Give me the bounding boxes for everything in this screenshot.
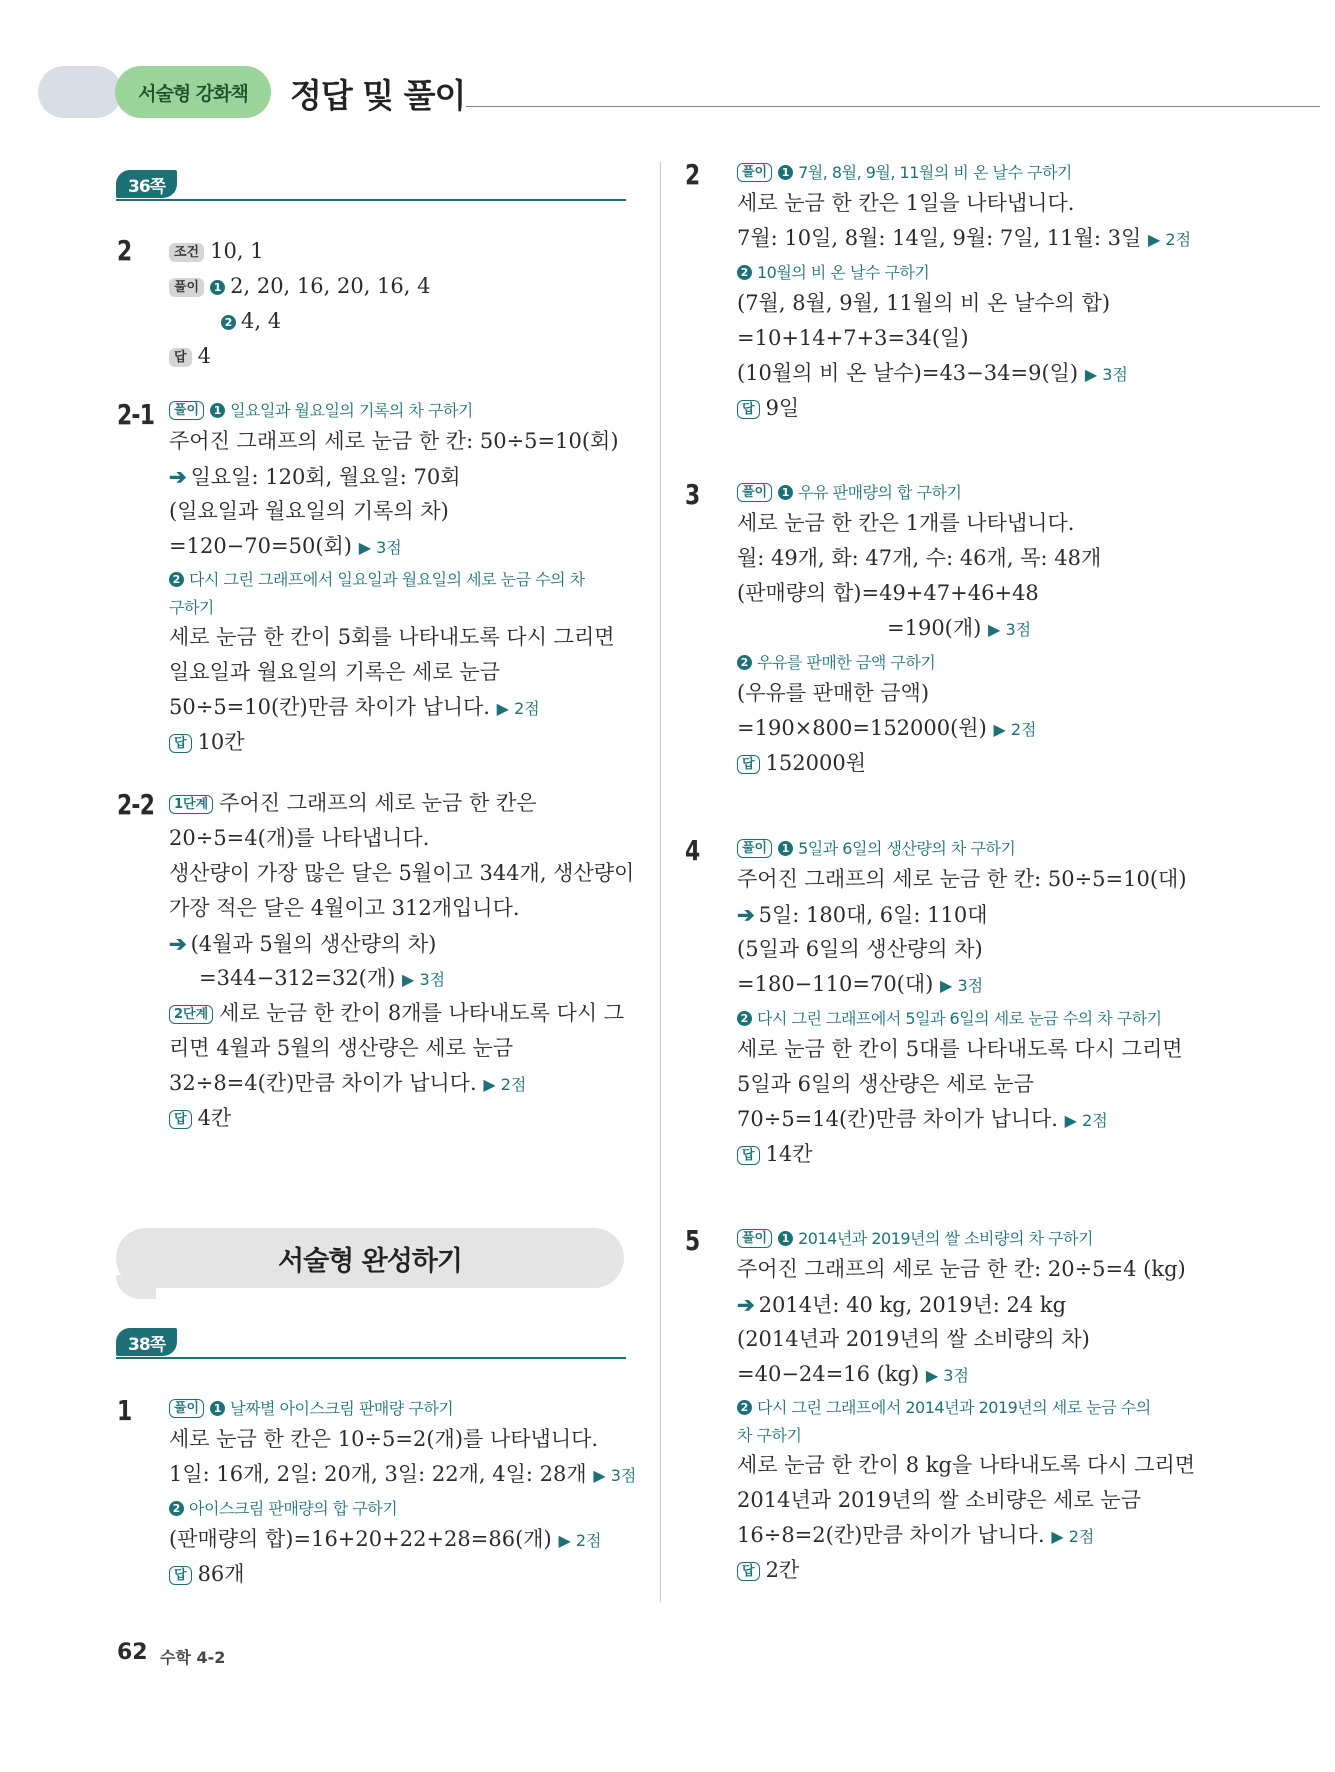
step-1-icon: 1 (778, 1231, 793, 1246)
points: 2점 (514, 699, 540, 718)
points: 3점 (957, 976, 984, 995)
answer-text: 4 (197, 344, 211, 368)
question-number: 2 (117, 234, 132, 267)
line: 1일: 16개, 2일: 20개, 3일: 22개, 4일: 28개 (169, 1462, 587, 1486)
step-2-icon: 2 (169, 1501, 184, 1516)
right-question-3-body: 풀이 1 우유 판매량의 합 구하기 세로 눈금 한 칸은 1개를 나타냅니다. 월: 49개, 화: 47개, 수: 46개, 목: 48개 (판매량의 합)=49+47+46+48 =190(개) ▶ 3점 2 우유를 판매한 금액 구하기 (우유를 판매한 금액) =190×800=152000(원) ▶ 2점 답 152000원 (737, 483, 1102, 775)
line: =190×800=152000(원) (737, 716, 987, 740)
step-1-icon: 1 (778, 485, 793, 500)
answer-text: 152000원 (765, 751, 867, 775)
line: 주어진 그래프의 세로 눈금 한 칸: 50÷5=10(대) (737, 867, 1187, 891)
answer-badge: 답 (737, 755, 760, 774)
question-number: 2-2 (117, 788, 155, 821)
step-2-icon: 2 (737, 1400, 752, 1415)
line: 세로 눈금 한 칸은 1개를 나타냅니다. (737, 511, 1075, 535)
step-heading: 5일과 6일의 생산량의 차 구하기 (798, 839, 1016, 858)
step-heading: 구하기 (169, 598, 214, 617)
line: 주어진 그래프의 세로 눈금 한 칸: 20÷5=4 (kg) (737, 1257, 1186, 1281)
question-number: 1 (117, 1394, 132, 1427)
solution-badge: 풀이 (169, 278, 204, 297)
line: =190(개) (887, 616, 982, 640)
line: (4월과 5월의 생산량의 차) (190, 932, 437, 956)
line: 7월: 10일, 8월: 14일, 9월: 7일, 11월: 3일 (737, 226, 1142, 250)
solution-badge: 풀이 (737, 839, 772, 858)
line: 32÷8=4(칸)만큼 차이가 납니다. (169, 1071, 477, 1095)
answer-text: 14칸 (765, 1142, 813, 1166)
arrow-icon: ➔ (169, 464, 187, 489)
points: 3점 (1005, 620, 1032, 639)
right-question-4-body: 풀이 1 5일과 6일의 생산량의 차 구하기 주어진 그래프의 세로 눈금 한 칸: 50÷5=10(대) ➔ 5일: 180대, 6일: 110대 (5일과 6일의 생산량의 차) =180−110=70(대) ▶ 3점 2 다시 그린 그래프에서 5일과 6일의 세로 눈금 수의 차 구하기 세로 눈금 한 칸이 5대를 나타내도록 다시 그리면 5일과 6일의 생산량은 세로 눈금 70÷5=14(칸)만큼 차이가 납니다. ▶ 2점 답 14칸 (737, 839, 1187, 1166)
line: 20÷5=4(개)를 나타냅니다. (169, 826, 430, 850)
arrow-icon: ➔ (169, 931, 187, 956)
question-2-1-body: 풀이 1 일요일과 월요일의 기록의 차 구하기 주어진 그래프의 세로 눈금 한 칸: 50÷5=10(회) ➔ 일요일: 120회, 월요일: 70회 (일요일과 월요일의 기록의 차) =120−70=50(회) ▶ 3점 2 다시 그린 그래프에서 일요일과 월요일의 세로 눈금 수의 차 구하기 세로 눈금 한 칸이 5회를 나타내도록 다시 그리면 일요일과 월요일의 기록은 세로 눈금 50÷5=10(칸)만큼 차이가 납니다. ▶ 2점 답 10칸 (169, 401, 619, 754)
line: 일요일: 120회, 월요일: 70회 (190, 465, 461, 489)
step-heading: 다시 그린 그래프에서 5일과 6일의 세로 눈금 수의 차 구하기 (757, 1009, 1162, 1028)
solution-badge: 풀이 (737, 483, 772, 502)
page-title: 정답 및 풀이 (290, 76, 466, 115)
step-heading: 다시 그린 그래프에서 2014년과 2019년의 세로 눈금 수의 (757, 1398, 1151, 1417)
column-divider (660, 162, 661, 1602)
step-1-icon: 1 (210, 403, 225, 418)
line: (10월의 비 온 날수)=43−34=9(일) (737, 361, 1079, 385)
line: 주어진 그래프의 세로 눈금 한 칸: 50÷5=10(회) (169, 429, 619, 453)
line: 세로 눈금 한 칸이 5대를 나타내도록 다시 그리면 (737, 1037, 1183, 1061)
step-heading: 다시 그린 그래프에서 일요일과 월요일의 세로 눈금 수의 차 (189, 570, 585, 589)
section-title: 서술형 완성하기 (116, 1228, 624, 1288)
answer-badge: 답 (169, 1110, 192, 1129)
points: 2점 (1082, 1111, 1108, 1130)
line: =344−312=32(개) (199, 966, 396, 990)
arrow-icon: ➔ (737, 1292, 755, 1317)
step1-badge: 1단계 (169, 795, 213, 814)
line: 세로 눈금 한 칸이 5회를 나타내도록 다시 그리면 (169, 625, 615, 649)
header-rule (466, 106, 1320, 107)
line: (2014년과 2019년의 쌀 소비량의 차) (737, 1327, 1090, 1351)
step-2-icon: 2 (221, 315, 236, 330)
page-ref-line (116, 199, 626, 201)
step-1-icon: 1 (210, 280, 225, 295)
line: 세로 눈금 한 칸은 1일을 나타냅니다. (737, 191, 1075, 215)
line: =180−110=70(대) (737, 972, 934, 996)
solution-badge: 풀이 (169, 401, 204, 420)
line: (7월, 8월, 9월, 11월의 비 온 날수의 합) (737, 291, 1111, 315)
answer-badge: 답 (737, 400, 760, 419)
answer-text: 10칸 (197, 730, 245, 754)
line: 세로 눈금 한 칸은 10÷5=2(개)를 나타냅니다. (169, 1427, 599, 1451)
step-2-icon: 2 (737, 655, 752, 670)
question-number: 4 (685, 834, 700, 867)
header-decoration (38, 66, 122, 118)
solution-badge: 풀이 (737, 163, 772, 182)
line: (우유를 판매한 금액) (737, 681, 930, 705)
line: 일요일과 월요일의 기록은 세로 눈금 (169, 660, 500, 684)
answer-text: 2칸 (765, 1558, 800, 1582)
question-2-2-body: 1단계 주어진 그래프의 세로 눈금 한 칸은 20÷5=4(개)를 나타냅니다. 생산량이 가장 많은 달은 5월이고 344개, 생산량이 가장 적은 달은 4월이고 312개입니다. ➔ (4월과 5월의 생산량의 차) =344−312=32(개) ▶ 3점 2단계 세로 눈금 한 칸이 8개를 나타내도록 다시 그 리면 4월과 5월의 생산량은 세로 눈금 32÷8=4(칸)만큼 차이가 납니다. ▶ 2점 답 4칸 (169, 791, 635, 1130)
step-2-icon: 2 (737, 1011, 752, 1026)
page-ref-line (116, 1357, 626, 1359)
answer-text: 86개 (197, 1562, 245, 1586)
line: 월: 49개, 화: 47개, 수: 46개, 목: 48개 (737, 546, 1102, 570)
book-label: 서술형 강화책 (115, 66, 271, 118)
step-1-icon: 1 (210, 1401, 225, 1416)
points: 2점 (1165, 230, 1192, 249)
page-ref-tab: 38쪽 (116, 1328, 177, 1356)
step-heading: 우유 판매량의 합 구하기 (798, 483, 962, 502)
line: 5일: 180대, 6일: 110대 (758, 903, 988, 927)
step-heading: 차 구하기 (737, 1426, 802, 1445)
question-2-body (169, 234, 431, 374)
question-number: 2 (685, 158, 700, 191)
condition-badge: 조건 (169, 243, 204, 262)
line: 2014년과 2019년의 쌀 소비량은 세로 눈금 (737, 1488, 1141, 1512)
step-heading: 날짜별 아이스크림 판매량 구하기 (230, 1399, 454, 1418)
answer-text: 9일 (765, 396, 800, 420)
step-heading: 우유를 판매한 금액 구하기 (757, 653, 936, 672)
line: 5일과 6일의 생산량은 세로 눈금 (737, 1072, 1034, 1096)
line: =120−70=50(회) (169, 534, 352, 558)
points: 2점 (500, 1075, 527, 1094)
question-1-body: 풀이 1 날짜별 아이스크림 판매량 구하기 세로 눈금 한 칸은 10÷5=2(개)를 나타냅니다. 1일: 16개, 2일: 20개, 3일: 22개, 4일: 28개 ▶ 3점 2 아이스크림 판매량의 합 구하기 (판매량의 합)=16+20+22+28=86(개) ▶ 2점 답 86개 (169, 1399, 637, 1586)
answer-badge: 답 (169, 734, 192, 753)
answer-badge: 답 (737, 1562, 760, 1581)
step-heading: 일요일과 월요일의 기록의 차 구하기 (230, 401, 473, 420)
answer-badge: 답 (169, 348, 192, 367)
step-2-icon: 2 (737, 265, 752, 280)
footer-label: 수학 4-2 (160, 1648, 226, 1667)
line: 주어진 그래프의 세로 눈금 한 칸은 (219, 791, 537, 815)
condition-text: 10, 1 (210, 239, 264, 263)
right-question-2-body: 풀이 1 7월, 8월, 9월, 11월의 비 온 날수 구하기 세로 눈금 한 칸은 1일을 나타냅니다. 7월: 10일, 8월: 14일, 9월: 7일, 11월: 3일 ▶ 2점 2 10월의 비 온 날수 구하기 (7월, 8월, 9월, 11월의 비 온 날수의 합) =10+14+7+3=34(일) (10월의 비 온 날수)=43−34=9(일) ▶ 3점 답 9일 (737, 163, 1192, 420)
page-number: 62 (117, 1640, 148, 1665)
line: 50÷5=10(칸)만큼 차이가 납니다. (169, 695, 490, 719)
line: =10+14+7+3=34(일) (737, 326, 969, 350)
line: =40−24=16 (kg) (737, 1362, 920, 1386)
line: (판매량의 합)=16+20+22+28=86(개) (169, 1527, 552, 1551)
points: 3점 (610, 1466, 637, 1485)
points: 2점 (1010, 720, 1037, 739)
points: 3점 (419, 970, 446, 989)
line: (판매량의 합)=49+47+46+48 (737, 581, 1039, 605)
line: 리면 4월과 5월의 생산량은 세로 눈금 (169, 1036, 514, 1060)
question-number: 5 (685, 1224, 700, 1257)
step-heading: 2014년과 2019년의 쌀 소비량의 차 구하기 (798, 1229, 1093, 1248)
step-heading: 아이스크림 판매량의 합 구하기 (189, 1499, 398, 1518)
points: 3점 (376, 538, 402, 557)
points: 2점 (575, 1531, 602, 1550)
line: 가장 적은 달은 4월이고 312개입니다. (169, 896, 520, 920)
question-number: 3 (685, 478, 700, 511)
line: 2014년: 40 kg, 2019년: 24 kg (758, 1293, 1067, 1317)
points: 2점 (1068, 1527, 1095, 1546)
line: (5일과 6일의 생산량의 차) (737, 937, 983, 961)
line: 16÷8=2(칸)만큼 차이가 납니다. (737, 1523, 1045, 1547)
right-question-5-body: 풀이 1 2014년과 2019년의 쌀 소비량의 차 구하기 주어진 그래프의 세로 눈금 한 칸: 20÷5=4 (kg) ➔ 2014년: 40 kg, 2019년: 24 kg (2014년과 2019년의 쌀 소비량의 차) =40−24=16 (kg) ▶ 3점 2 다시 그린 그래프에서 2014년과 2019년의 세로 눈금 수의 차 구하기 세로 눈금 한 칸이 8 kg을 나타내도록 다시 그리면 2014년과 2019년의 쌀 소비량은 세로 눈금 16÷8=2(칸)만큼 차이가 납니다. ▶ 2점 답 2칸 (737, 1229, 1196, 1582)
step-1-icon: 1 (778, 841, 793, 856)
answer-badge: 답 (737, 1146, 760, 1165)
step2-badge: 2단계 (169, 1005, 213, 1024)
solution-1: 2, 20, 16, 20, 16, 4 (230, 274, 431, 298)
points: 3점 (1102, 365, 1128, 384)
arrow-icon: ➔ (737, 902, 755, 927)
line: 70÷5=14(칸)만큼 차이가 납니다. (737, 1107, 1058, 1131)
answer-badge: 답 (169, 1566, 192, 1585)
line: (일요일과 월요일의 기록의 차) (169, 499, 449, 523)
line: 생산량이 가장 많은 달은 5월이고 344개, 생산량이 (169, 861, 635, 885)
step-heading: 10월의 비 온 날수 구하기 (757, 263, 930, 282)
solution-badge: 풀이 (169, 1399, 204, 1418)
line: 세로 눈금 한 칸이 8 kg을 나타내도록 다시 그리면 (737, 1453, 1196, 1477)
step-heading: 7월, 8월, 9월, 11월의 비 온 날수 구하기 (798, 163, 1072, 182)
line: 세로 눈금 한 칸이 8개를 나타내도록 다시 그 (219, 1001, 625, 1025)
solution-2: 4, 4 (241, 309, 282, 333)
solution-badge: 풀이 (737, 1229, 772, 1248)
answer-text: 4칸 (197, 1106, 232, 1130)
step-2-icon: 2 (169, 572, 184, 587)
page-ref-tab: 36쪽 (116, 170, 177, 198)
question-number: 2-1 (117, 398, 155, 431)
points: 3점 (943, 1366, 969, 1385)
step-1-icon: 1 (778, 165, 793, 180)
